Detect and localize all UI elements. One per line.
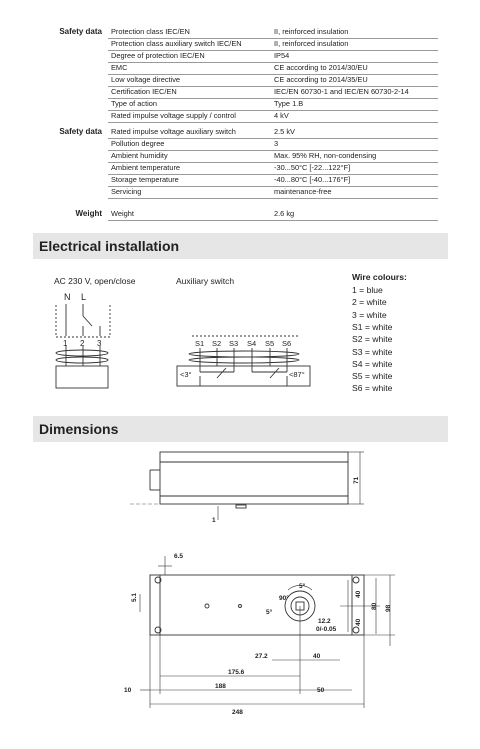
spec-key: Rated impulse voltage auxiliary switch: [111, 127, 236, 136]
terminal-1: 1: [63, 339, 68, 348]
wire-colour-item: S1 = white: [352, 321, 393, 332]
spec-value: CE according to 2014/30/EU: [274, 63, 368, 72]
aux-terminal-S2: S2: [212, 339, 222, 348]
dim-71: 71: [353, 476, 360, 484]
spec-value: -30...50°C [-22...122°F]: [274, 163, 351, 172]
dim-248: 248: [232, 709, 243, 716]
spec-key: Certification IEC/EN: [111, 87, 177, 96]
terminal-2: 2: [80, 339, 85, 348]
spec-key: EMC: [111, 63, 128, 72]
dimensions-heading: Dimensions: [39, 421, 119, 437]
terminal-3: 3: [97, 339, 102, 348]
aux-terminal-S5: S5: [265, 339, 275, 348]
wire-colours-title: Wire colours:: [352, 272, 407, 282]
aux-terminal-S6: S6: [282, 339, 292, 348]
dim-188: 188: [215, 683, 226, 690]
dim-98: 98: [385, 604, 392, 612]
spec-value: 3: [274, 139, 279, 148]
angle-5-top: 5°: [299, 583, 306, 590]
spec-value: 2.6 kg: [274, 209, 295, 218]
dim-12-2: 12.2: [318, 618, 331, 625]
spec-value: Type 1.B: [274, 99, 304, 108]
wire-colour-item: S3 = white: [352, 346, 393, 357]
spec-value: 2.5 kV: [274, 127, 295, 136]
spec-key: Weight: [111, 209, 134, 218]
spec-value: maintenance-free: [274, 187, 332, 196]
spec-key: Rated impulse voltage supply / control: [111, 111, 236, 120]
terminal-L: L: [81, 292, 87, 302]
dim-80: 80: [371, 602, 378, 610]
wire-colour-item: S5 = white: [352, 371, 393, 382]
aux-title: Auxiliary switch: [176, 276, 235, 286]
spec-key: Protection class IEC/EN: [111, 27, 190, 36]
spec-key: Type of action: [111, 99, 158, 108]
safety-data-label: Safety data: [59, 27, 102, 36]
spec-key: Storage temperature: [111, 175, 179, 184]
dim-27-2: 27.2: [255, 653, 268, 660]
dim-6-5: 6.5: [174, 553, 184, 560]
dim-40-lower: 40: [355, 618, 362, 626]
spec-value: II, reinforced insulation: [274, 39, 349, 48]
wire-colour-item: S6 = white: [352, 383, 393, 394]
spec-value: -40...80°C [-40...176°F]: [274, 175, 351, 184]
wire-colour-item: S2 = white: [352, 334, 393, 345]
terminal-N: N: [64, 292, 71, 302]
spec-key: Ambient temperature: [111, 163, 181, 172]
aux-terminal-S1: S1: [195, 339, 205, 348]
spec-key: Pollution degree: [111, 139, 165, 148]
spec-value: IP54: [274, 51, 290, 60]
dim-40-bottom: 40: [313, 653, 321, 660]
dim-5-1: 5.1: [131, 592, 138, 602]
angle-5-left: 5°: [266, 609, 273, 616]
dim-50: 50: [317, 687, 325, 694]
wire-colour-item: 3 = white: [352, 309, 387, 320]
dim-175-6: 175.6: [228, 669, 245, 676]
dim-40-upper: 40: [355, 590, 362, 598]
weight-label: Weight: [75, 209, 102, 218]
supply-title: AC 230 V, open/close: [54, 276, 136, 286]
spec-key: Servicing: [111, 187, 142, 196]
safety-data-label-2: Safety data: [59, 127, 102, 136]
spec-key: Degree of protection IEC/EN: [111, 51, 205, 60]
wire-colour-item: 2 = white: [352, 297, 387, 308]
electrical-heading: Electrical installation: [39, 238, 180, 254]
dim-1: 1: [212, 517, 216, 524]
aux-terminal-S3: S3: [229, 339, 239, 348]
wire-colour-item: 1 = blue: [352, 285, 383, 295]
spec-value: II, reinforced insulation: [274, 27, 349, 36]
spec-value: 4 kV: [274, 111, 289, 120]
spec-key: Ambient humidity: [111, 151, 168, 160]
spec-key: Protection class auxiliary switch IEC/EN: [111, 39, 242, 48]
spec-key: Low voltage directive: [111, 75, 181, 84]
dim-tolerance: 0/-0.05: [316, 626, 337, 633]
aux-angle-right: <87°: [289, 370, 305, 379]
spec-value: Max. 95% RH, non-condensing: [274, 151, 377, 160]
dim-10: 10: [124, 687, 132, 694]
angle-90: 90°: [279, 595, 289, 602]
aux-terminal-S4: S4: [247, 339, 257, 348]
aux-angle-left: <3°: [180, 370, 192, 379]
wire-colour-item: S4 = white: [352, 358, 393, 369]
spec-value: IEC/EN 60730-1 and IEC/EN 60730-2-14: [274, 87, 409, 96]
spec-value: CE according to 2014/35/EU: [274, 75, 368, 84]
